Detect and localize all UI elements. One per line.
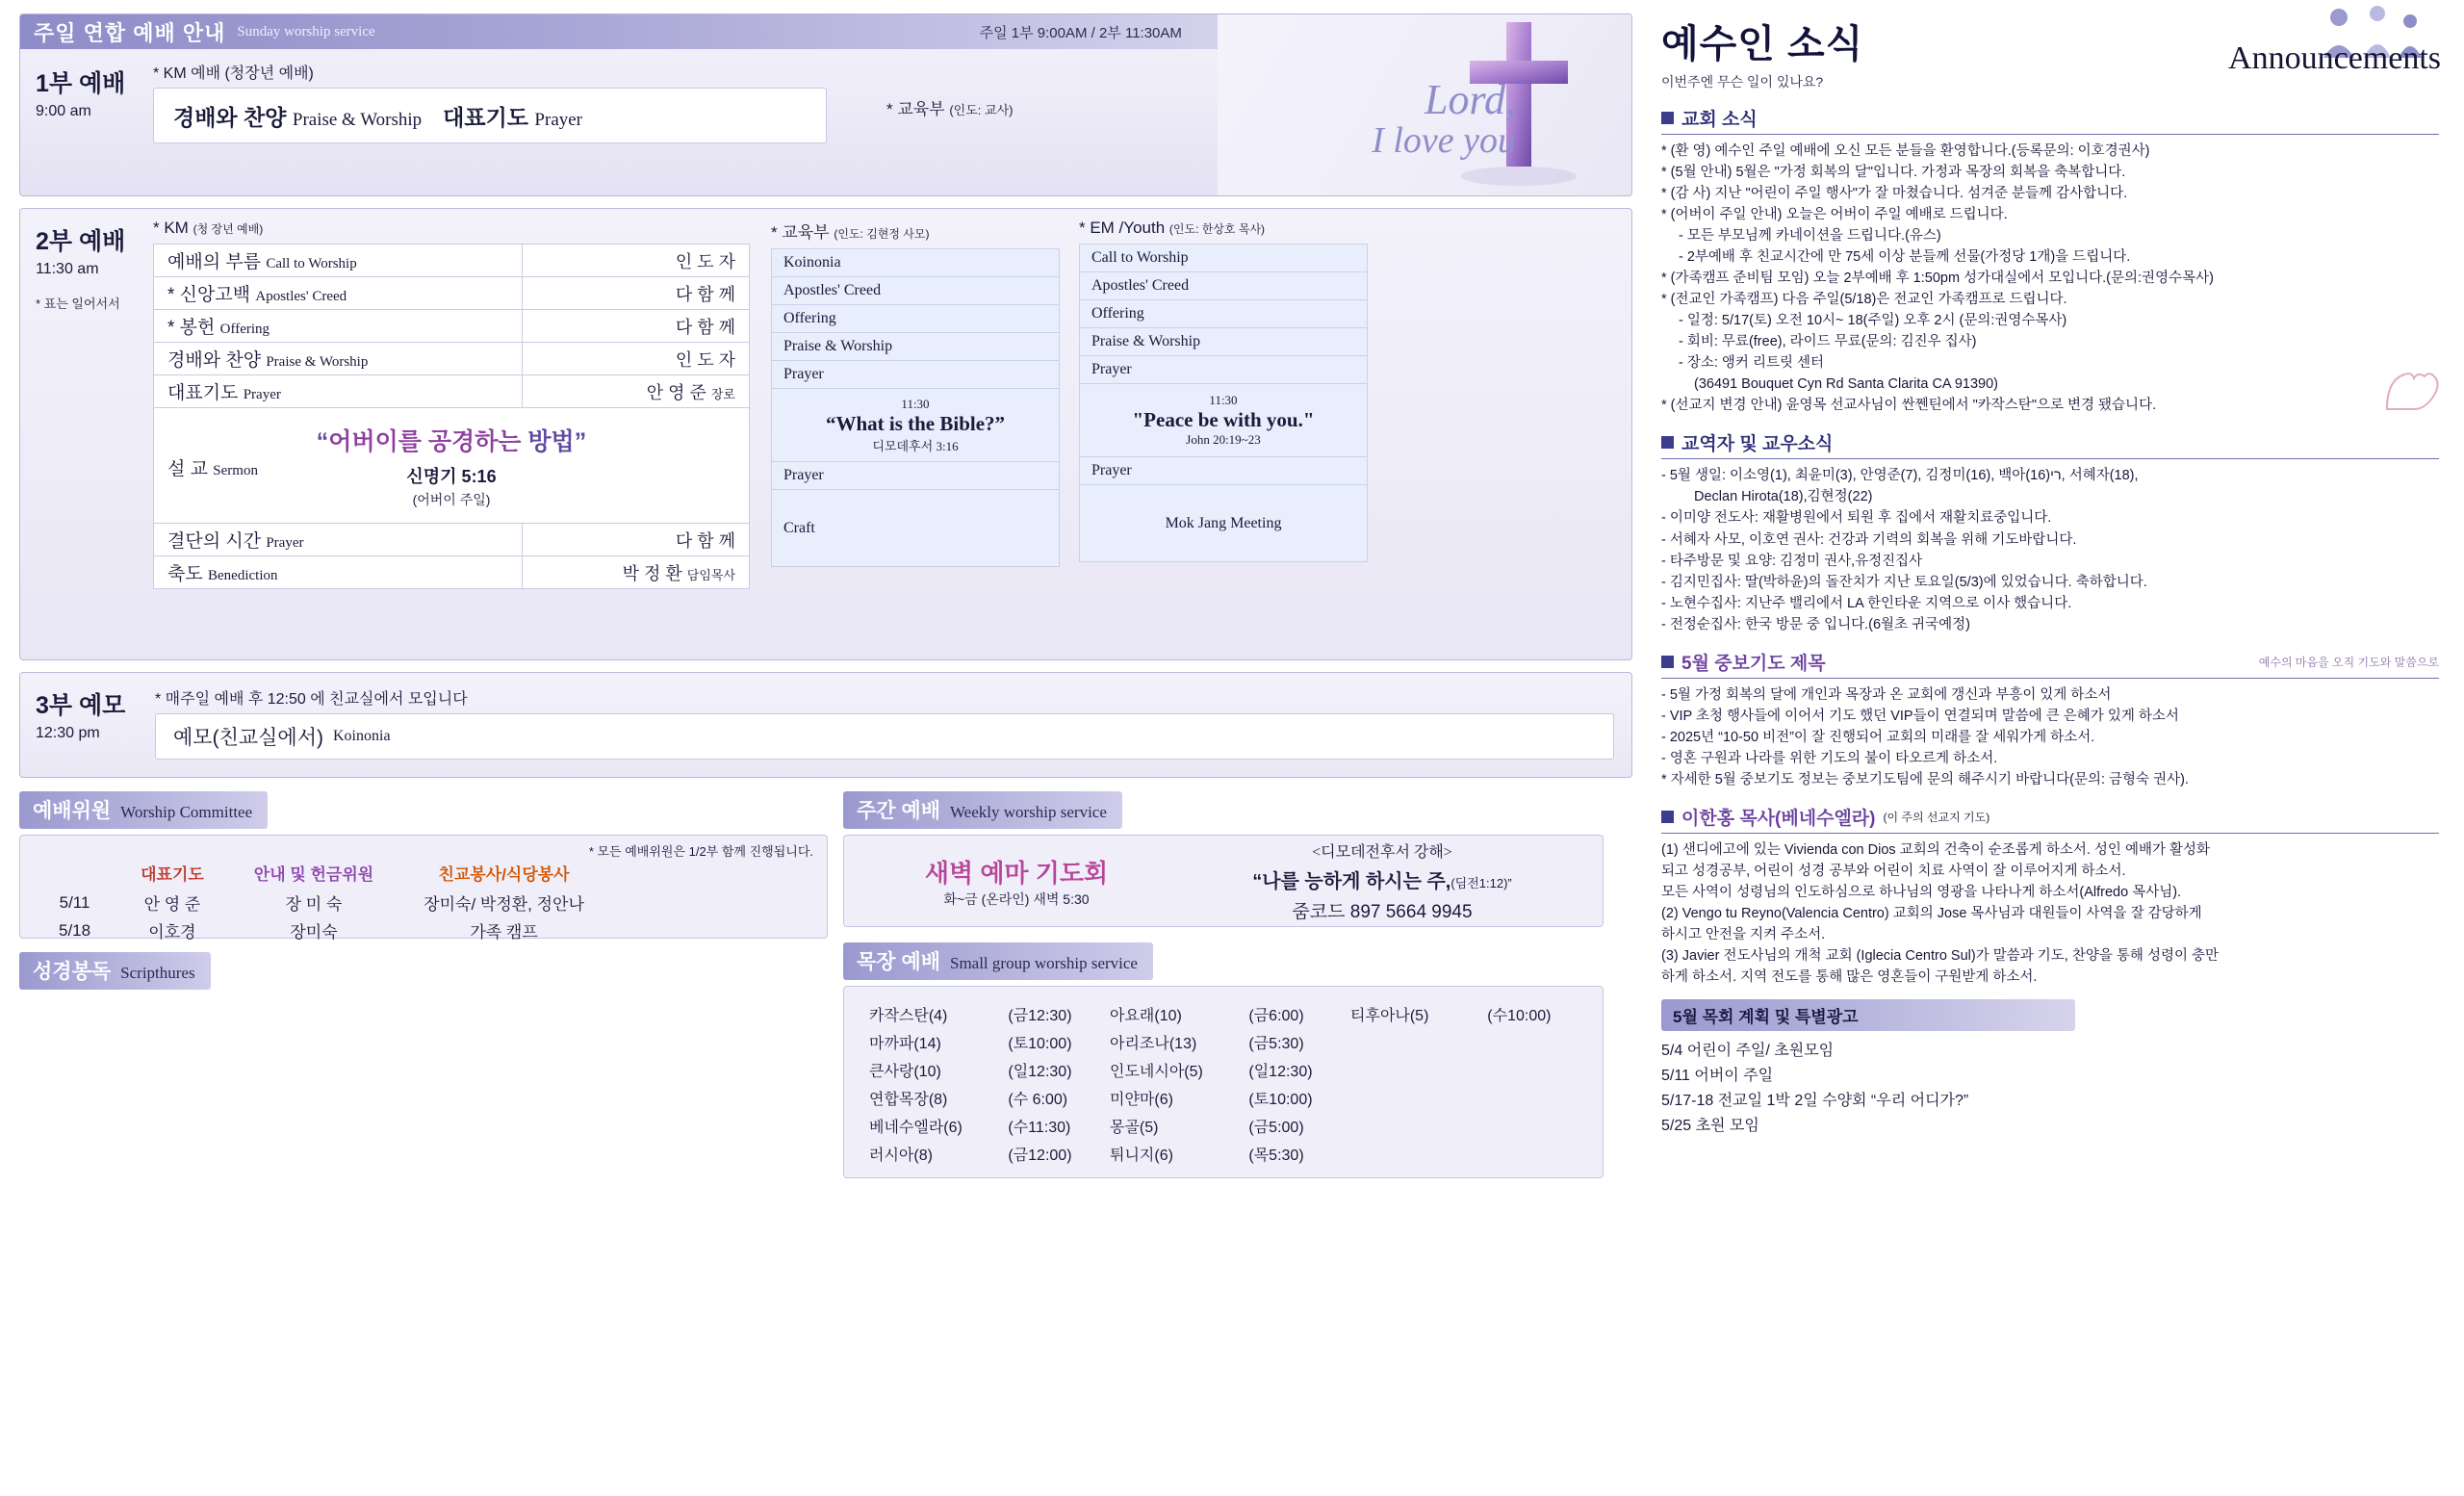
square-bullet-icon [1661,112,1674,124]
group-4-1-time: (금5:00) [1248,1120,1304,1136]
service3-item-en: Koinonia [333,728,391,744]
list-item: - 노현수집사: 지난주 밸리에서 LA 한인타운 지역으로 이사 했습니다. [1661,595,2072,611]
list-item: - 회비: 무료(free), 라이드 무료(문의: 김진우 집사) [1679,334,1977,350]
committee-header-1: 안내 및 헌금위원 [253,865,374,884]
group-1-2 [1345,1028,1583,1056]
edu-row-4: Prayer [772,361,1060,389]
group-0-0-name: 카작스탄(4) [869,1008,948,1024]
table-row [154,556,750,589]
group-0-2-time: (수10:00) [1487,1008,1552,1024]
verse-text-main: “나를 능하게 하시는 주, [1252,870,1451,892]
missionary-list [1661,839,2439,988]
group-3-1-time: (토10:00) [1248,1092,1313,1108]
list-item: * (어버이 주일 안내) 오늘은 어버이 주일 예배로 드립니다. [1661,207,2008,223]
table-row [154,524,750,556]
missionary-head-sub: (이 주의 선교지 기도) [1883,810,1990,824]
dawn-prayer-title: 새벽 예마 기도회 [924,858,1109,888]
km-after-1-who-role: 담임목사 [686,567,735,582]
service3-item-ko: 예모(친교실에서) [173,727,323,749]
list-item: - 장소: 앵커 리트릿 센터 [1679,355,1825,372]
weekly-verse [1180,839,1584,923]
member-news-list [1661,465,2439,634]
group-2-1-time: (일12:30) [1248,1064,1313,1080]
square-bullet-icon [1661,656,1674,668]
table-row [154,310,750,343]
edu-scripture-time: 11:30 [901,396,930,411]
km-row-2-who: 다 함 께 [522,310,749,343]
service2-note: * 표는 일어서서 [36,297,120,311]
list-item: * (5월 안내) 5월은 "가정 회복의 달"입니다. 가정과 목장의 회복을 축복합니다. [1661,165,2126,181]
service2-em-head-sub: (인도: 한상호 목사) [1168,222,1266,236]
table-row [1080,300,1368,328]
small-group-box [843,986,1604,1178]
scripture-row [772,389,1060,462]
km-row-1-who: 다 함 께 [522,277,749,310]
list-item: 하시고 안전을 지켜 주소서. [1661,926,1826,942]
em-scripture-cell [1080,384,1368,457]
committee-row-0-c2: 장 미 숙 [285,895,343,914]
section-church-news [1661,105,2439,135]
em-order-table [1079,244,1368,562]
group-2-1-name: 인도네시아(5) [1110,1064,1203,1080]
list-item: - 2025년 “10-50 비전”이 잘 진행되어 교회의 미래를 잘 세워가게 하소서. [1661,729,2095,745]
service1-item-0-ko: 경배와 찬양 [173,104,287,130]
committee-row-0-c3: 장미숙/ 박정환, 정안나 [424,895,584,914]
service2-em-head-label: * EM /Youth [1079,219,1166,237]
table-row [772,277,1060,305]
km-row-4-en: Prayer [243,387,281,402]
announcements-title-en: Announcements [2228,40,2441,76]
hand-decoration-icon [2368,356,2454,414]
small-group-pill [843,942,1153,980]
committee-header-2: 친교봉사/식당봉사 [438,865,570,884]
table-row [1080,272,1368,300]
list-item: * 자세한 5월 중보기도 정보는 중보기도팀에 문의 해주시기 바랍니다(문의: 금형숙 권사). [1661,771,2189,787]
km-after-1-name [154,556,523,589]
small-group-pill-en: Small group worship service [949,954,1138,972]
sermon-label-ko: 설 교 [167,459,208,479]
group-5-0-time: (금12:00) [1008,1148,1072,1164]
service1-title: 1부 예배 [36,70,126,97]
verse-ref: (딤전1:12)” [1450,875,1512,890]
service3-time: 12:30 pm [36,725,100,741]
monthly-plan-list [1661,1039,2439,1139]
table-row [772,305,1060,333]
em-row-2: Offering [1080,300,1368,328]
committee-column [19,791,828,1178]
weekly-pill [843,791,1122,829]
km-after-1-who-name: 박 정 환 [622,563,682,583]
banner-art-text [1372,78,1516,161]
list-item: - 모든 부모님께 카네이션을 드립니다.(유스) [1679,228,1941,245]
sermon-cell [154,408,750,524]
committee-row-1-c2: 장미숙 [290,923,338,941]
edu-row-0: Koinonia [772,249,1060,277]
service3-note: * 매주일 예배 후 12:50 에 친교실에서 모입니다 [155,691,468,708]
list-item: - 김지민집사: 딸(박하윤)의 돌잔치가 지난 토요일(5/3)에 있었습니다. 축하합니다. [1661,574,2147,590]
edu-row-last: Craft [772,490,1060,567]
committee-box [19,835,828,939]
prayer-head: 5월 중보기도 제목 [1681,653,1826,674]
group-3-2 [1345,1084,1583,1112]
service2-km-head-sub: (청 장년 예배) [192,222,264,236]
service1-item-1 [443,100,582,132]
committee-pill [19,791,268,829]
km-row-2-name [154,310,523,343]
square-bullet-icon [1661,436,1674,449]
km-row-4-name [154,375,523,408]
km-row-1-en: Apostles' Creed [255,289,347,304]
table-row [863,1028,1583,1056]
km-row-1-name [154,277,523,310]
weekly-pill-ko: 주간 예배 [857,800,940,822]
list-item: (36491 Bouquet Cyn Rd Santa Clarita CA 91390) [1694,376,1998,393]
group-3-1-name: 미얀마(6) [1110,1092,1173,1108]
committee-row-1-date: 5/18 [59,920,91,940]
missionary-head: 이한홍 목사(베네수엘라) [1681,808,1876,829]
list-item: 5/4 어린이 주일/ 초원모임 [1661,1043,1835,1060]
table-row [154,343,750,375]
service2-edu-head [771,219,1060,243]
em-scripture-time: 11:30 [1209,393,1238,407]
group-0-1-name: 아요래(10) [1110,1008,1182,1024]
table-row [34,916,609,944]
committee-pill-ko: 예배위원 [33,800,112,822]
banner-art-line2: I love you [1372,120,1516,162]
edu-row-1: Apostles' Creed [772,277,1060,305]
sermon-title-pre: “ [316,427,329,455]
service-banner [19,13,1632,196]
verse-text [1180,865,1584,893]
group-2-0-time: (일12:30) [1008,1064,1072,1080]
table-row [154,375,750,408]
service1-item-1-ko: 대표기도 [443,104,529,130]
em-scripture-title: "Peace be with you." [1132,408,1315,431]
zoom-code: 줌코드 897 5664 9945 [1292,901,1473,922]
sermon-title [167,423,735,457]
announcements-column [1648,0,2464,1496]
group-0-2-name: 티후아나(5) [1350,1008,1429,1024]
group-3-0-name: 연합목장(8) [869,1092,948,1108]
km-after-0-who: 다 함 께 [522,524,749,556]
service2-title: 2부 예배 [36,228,126,255]
table-header-row [34,861,609,889]
list-item: 하게 하소서. 지역 전도를 통해 많은 영혼들이 구원받게 하소서. [1661,969,2038,985]
verse-head: <디모데전후서 강해> [1312,843,1452,861]
sermon-subtitle: (어버이 주일) [412,491,491,507]
table-row [863,1112,1583,1140]
list-item: Declan Hirota(18),김현정(22) [1694,489,1873,505]
service2-edu-head-label: * 교육부 [771,223,830,242]
small-group-pill-ko: 목장 예배 [857,951,940,973]
table-row [772,249,1060,277]
em-row-3: Praise & Worship [1080,328,1368,356]
table-row [1080,328,1368,356]
list-item: - 일정: 5/17(토) 오전 10시~ 18(주일) 오후 2시 (문의:권영수목사) [1679,313,2067,329]
km-after-1-en: Benediction [208,568,278,583]
list-item: - 2부예배 후 친교시간에 만 75세 이상 분들께 선물(가정당 1개)을 드립니다. [1679,249,2131,266]
prayer-decor-text: 예수의 마음을 오직 기도와 말씀으로 [2258,655,2439,669]
list-item: * (환 영) 예수인 주일 예배에 오신 모든 분들을 환영합니다.(등록문의: 이호경권사) [1661,143,2150,159]
service1-order-row [153,88,827,143]
dawn-prayer-sub: 화~금 (온라인) 새벽 5:30 [943,890,1090,907]
scripture-pill-ko: 성경봉독 [33,961,112,983]
km-row-3-en: Praise & Worship [266,354,369,370]
list-item: - 서혜자 사모, 이호연 권사: 건강과 기력의 회복을 위해 기도바랍니다. [1661,531,2077,548]
group-1-0-name: 마까파(14) [869,1036,941,1052]
service1-item-0 [173,100,422,132]
list-item: (2) Vengo tu Reyno(Valencia Centro) 교회의 Jose 목사님과 대원들이 사역을 잘 감당하게 [1661,905,2202,921]
edu-scripture-cell [772,389,1060,462]
km-row-0-who: 인 도 자 [522,245,749,277]
table-row [1080,457,1368,485]
banner-title-en: Sunday worship service [237,23,375,39]
list-item: * (전교인 가족캠프) 다음 주일(5/18)은 전교인 가족캠프로 드립니다. [1661,292,2067,308]
table-row [772,361,1060,389]
edu-order-table [771,248,1060,567]
service2-km-head-label: * KM [153,219,189,237]
service2-label [36,222,125,312]
weekly-box [843,835,1604,927]
hand-graphic [2368,356,2454,414]
group-5-1-name: 튀니지(6) [1110,1148,1173,1164]
committee-pill-en: Worship Committee [120,803,253,821]
list-item: * (선교지 변경 안내) 윤영목 선교사님이 싼쩬틴에서 "카작스탄"으로 변경 됐습니다. [1661,398,2157,414]
table-row [34,889,609,916]
service1-time: 9:00 am [36,103,91,119]
service3-block [19,672,1632,778]
list-item: * (감 사) 지난 "어린이 주일 행사"가 잘 마쳤습니다. 섬겨준 분들께 감사합니다. [1661,186,2128,202]
service1-km-head: * KM 예배 (청장년 예배) [153,65,314,82]
announcements-subtitle: 이번주엔 무슨 일이 있나요? [1661,74,1824,90]
km-row-2-en: Offering [219,322,270,337]
list-item: 5/11 어버이 주일 [1661,1067,1774,1084]
sermon-label-en: Sermon [213,463,258,478]
em-scripture-ref: John 20:19~23 [1186,432,1261,447]
km-after-0-name [154,524,523,556]
section-member-news [1661,429,2439,459]
service3-label [36,686,125,742]
km-row-4-who [522,375,749,408]
sermon-title-post: 방법” [521,427,587,455]
table-row [863,1140,1583,1168]
service1-edu [886,95,1013,119]
km-row-0-ko: 예배의 부름 [167,252,262,272]
service1-item-1-en: Prayer [534,109,583,130]
scripture-reading-row [19,952,828,990]
group-2-0-name: 큰사랑(10) [869,1064,941,1080]
member-news-head: 교역자 및 교우소식 [1681,434,1834,455]
table-row [863,1056,1583,1084]
small-group-table [863,1000,1583,1168]
group-1-0-time: (토10:00) [1008,1036,1072,1052]
group-5-2 [1345,1140,1583,1168]
sermon-title-highlight: 어버이를 공경하는 [328,427,522,455]
em-row-after-0: Prayer [1080,457,1368,485]
km-row-1-ko: * 신앙고백 [167,285,251,305]
section-missionary [1661,804,2439,834]
service2-edu-column [771,219,1060,567]
group-4-0-name: 베네수엘라(6) [869,1120,962,1136]
list-item: (1) 샌디에고에 있는 Vivienda con Dios 교회의 건축이 순조롭게 하소서. 성인 예배가 활성화 [1661,841,2211,858]
section-prayer [1661,649,2439,679]
list-item: - 타주방문 및 요양: 김정미 권사,유정진집사 [1661,553,1923,569]
weekly-pill-en: Weekly worship service [949,803,1107,821]
square-bullet-icon [1661,811,1674,823]
scripture-row [1080,384,1368,457]
service1-item-0-en: Praise & Worship [292,109,423,130]
em-row-0: Call to Worship [1080,245,1368,272]
service1-label [36,64,125,120]
committee-note: * 모든 예배위원은 1/2부 함께 진행됩니다. [588,844,813,859]
service2-em-column [1079,219,1368,562]
committee-row-1-c1: 이호경 [148,923,196,941]
service2-time: 11:30 am [36,261,99,277]
table-row [154,245,750,277]
km-row-3-who: 인 도 자 [522,343,749,375]
table-row [1080,245,1368,272]
group-1-1-name: 아리조나(13) [1110,1036,1197,1052]
service3-title: 3부 예모 [36,692,126,719]
church-news-list [1661,141,2439,416]
service2-em-head [1079,219,1368,238]
service2-edu-head-sub: (인도: 김현정 사모) [834,227,930,241]
committee-row-0-c1: 안 영 준 [143,895,201,914]
group-2-2 [1345,1056,1583,1084]
table-row [863,1084,1583,1112]
committee-row-0-date: 5/11 [59,892,90,912]
group-4-1-name: 몽골(5) [1110,1120,1159,1136]
km-row-0-name [154,245,523,277]
km-after-0-en: Prayer [266,535,304,551]
km-after-1-ko: 축도 [167,564,203,584]
scripture-pill-en: Scripthures [120,964,195,982]
announcements-title: 예수인 소식 [1661,23,1864,65]
committee-header-0: 대표기도 [141,865,204,884]
service2-km-column [153,219,750,589]
group-4-2 [1345,1112,1583,1140]
km-row-2-ko: * 봉헌 [167,318,216,338]
weekly-column [843,791,1604,1178]
km-row-0-en: Call to Worship [266,256,357,271]
list-item: (3) Javier 전도사님의 개척 교회 (Iglecia Centro Sul)가 말씀과 기도, 찬양을 통해 성령이 충만 [1661,947,2220,964]
edu-row-3: Praise & Worship [772,333,1060,361]
church-news-head: 교회 소식 [1681,110,1758,130]
table-row [772,490,1060,567]
list-item: - VIP 초청 행사들에 이어서 기도 했던 VIP들이 연결되며 말씀에 큰 은혜가 있게 하소서 [1661,708,2179,724]
banner-title-ko: 주일 연합 예배 안내 [34,20,226,45]
service1-edu-sub: (인도: 교사) [949,103,1014,117]
em-row-4: Prayer [1080,356,1368,384]
list-item: 5/25 초원 모임 [1661,1117,1759,1134]
em-row-last: Mok Jang Meeting [1080,485,1368,562]
group-3-0-time: (수 6:00) [1008,1092,1068,1108]
committee-col-date [34,861,116,889]
banner-art-line1: Lord, [1424,76,1516,123]
list-item: - 5월 생일: 이소영(1), 최윤미(3), 안영준(7), 김정미(16), 백아רי(16), 서혜자(18), [1661,468,2139,484]
committee-table [34,861,609,944]
service2-block [19,208,1632,660]
group-5-1-time: (목5:30) [1248,1148,1304,1164]
table-row [1080,485,1368,562]
scripture-pill [19,952,211,990]
prayer-list [1661,684,2439,790]
dawn-prayer [862,854,1170,909]
service1-edu-label: * 교육부 [886,100,945,118]
monthly-plan-head: 5월 목회 계획 및 특별광고 [1661,999,2075,1031]
group-4-0-time: (수11:30) [1008,1120,1071,1136]
group-1-1-time: (금5:30) [1248,1036,1304,1052]
list-item: - 이미양 전도사: 재활병원에서 퇴원 후 집에서 재활치료중입니다. [1661,510,2052,527]
service2-km-head [153,219,750,238]
km-after-0-ko: 결단의 시간 [167,531,262,552]
list-item: 모든 사역이 성령님의 인도하심으로 하나님의 영광을 나타나게 하소서(Alfredo 목사님). [1661,884,2182,900]
table-row [154,277,750,310]
list-item: - 5월 가정 회복의 달에 개인과 목장과 온 교회에 갱신과 부흥이 있게 하소서 [1661,686,2112,703]
bottom-section [19,791,1632,1178]
em-row-1: Apostles' Creed [1080,272,1368,300]
group-5-0-name: 러시아(8) [869,1148,933,1164]
table-row [1080,356,1368,384]
sermon-label [167,454,258,480]
table-row [863,1000,1583,1028]
km-after-1-who [522,556,749,589]
service2-km-table [153,244,750,589]
km-row-4-who-name: 안 영 준 [646,382,706,402]
list-item: - 영혼 구원과 나라를 위한 기도의 불이 타오르게 하소서. [1661,750,1998,766]
km-row-4-ko: 대표기도 [167,383,239,403]
sermon-reference: 신명기 5:16 [406,466,497,486]
list-item: 5/17-18 전교일 1박 2일 수양회 “우리 어디가?” [1661,1092,1969,1109]
table-row [772,462,1060,490]
km-row-4-who-role: 장로 [710,386,735,401]
edu-row-2: Offering [772,305,1060,333]
edu-scripture-ref: 디모데후서 3:16 [872,438,959,453]
committee-row-1-c3: 가족 캠프 [470,923,538,941]
table-row [772,333,1060,361]
list-item: 되고 성경공부, 어린이 성경 공부와 어린이 치료 사역이 잘 이루어지게 하소서. [1661,863,2126,879]
list-item: * (가족캠프 준비팀 모임) 오늘 2부예배 후 1:50pm 성가대실에서 모입니다.(문의:권영수목사) [1661,271,2214,287]
km-row-3-ko: 경배와 찬양 [167,350,262,371]
banner-times: 주일 1부 9:00AM / 2부 11:30AM [979,24,1182,41]
km-row-3-name [154,343,523,375]
group-0-0-time: (금12:30) [1008,1008,1072,1024]
service3-row [155,713,1614,760]
edu-row-after-0: Prayer [772,462,1060,490]
list-item: - 전정순집사: 한국 방문 중 입니다.(6월초 귀국예정) [1661,616,1970,632]
edu-scripture-title: “What is the Bible?” [825,411,1006,435]
sermon-row [154,408,750,524]
group-0-1-time: (금6:00) [1248,1008,1304,1024]
